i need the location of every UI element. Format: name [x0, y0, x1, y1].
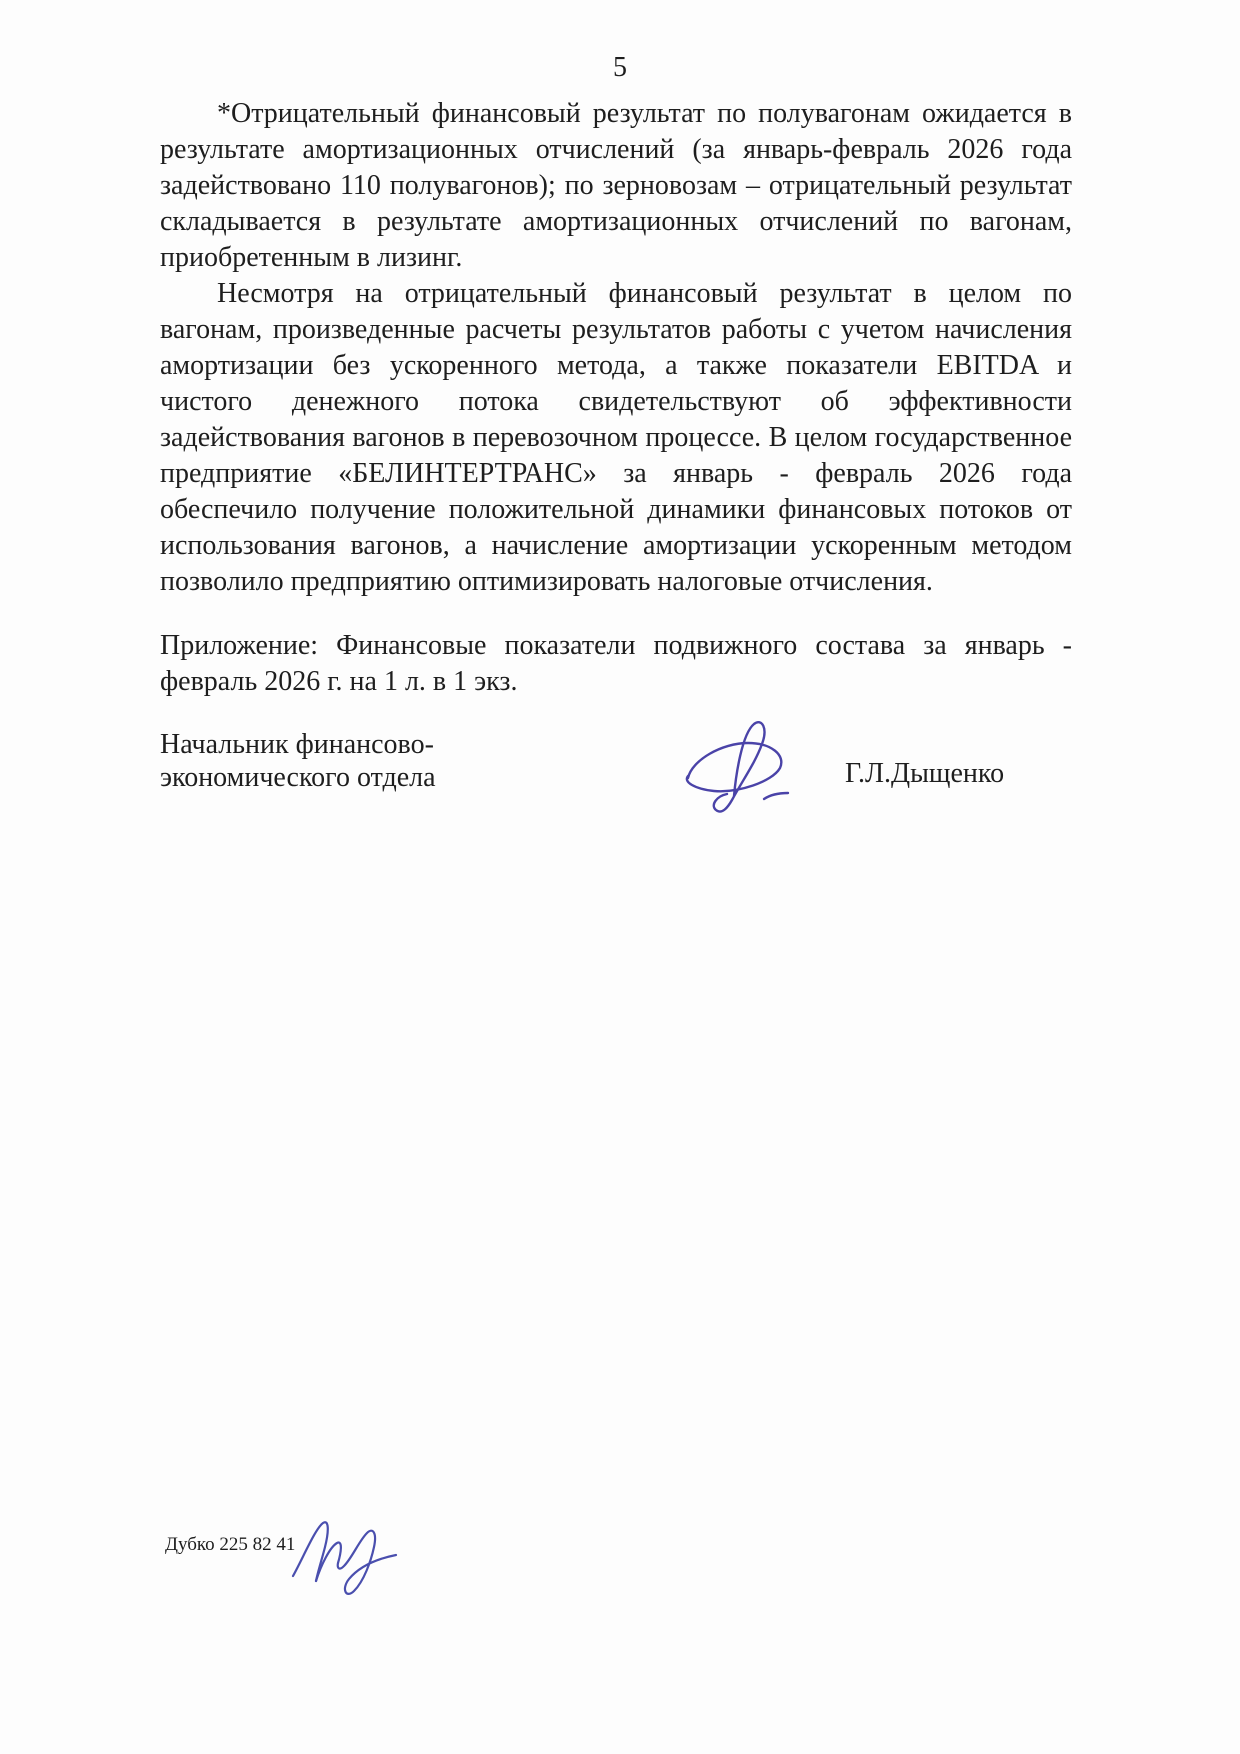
- executor-contact: Дубко 225 82 41: [165, 1534, 296, 1555]
- signer-name: Г.Л.Дыщенко: [845, 758, 1005, 789]
- signature-icon: [676, 716, 804, 822]
- paragraph-summary: Несмотря на отрицательный финансовый результат в целом по вагонам, произведенные расчеты результатов работы с учетом начисления амортизации без ускоренного метода, а также показатели EBITDA и чистого денежного потока свидетельствуют об эффективности задействования вагонов в перевозочном процессе. В целом государственное предприятие «БЕЛИНТЕРТРАНС» за январь - февраль 2026 года обеспечило получение положительной динамики финансовых потоков от использования вагонов, а начисление амортизации ускоренным методом позволило предприятию оптимизировать налоговые отчисления.: [160, 278, 1072, 597]
- signer-position: [160, 728, 436, 794]
- document-body: [160, 96, 1072, 700]
- executor-signature-icon: [286, 1506, 404, 1604]
- attachment-note: Приложение: Финансовые показатели подвижного состава за январь - февраль 2026 г. на 1 л. в 1 экз.: [160, 630, 1072, 697]
- page-number: 5: [613, 52, 627, 83]
- signer-position-line1: Начальник финансово-: [160, 729, 434, 760]
- signer-position-line2: экономического отдела: [160, 762, 436, 793]
- paragraph-footnote: *Отрицательный финансовый результат по полувагонам ожидается в результате амортизационных отчислений (за январь-февраль 2026 года задействовано 110 полувагонов); по зерновозам – отрицательный результат складывается в результате амортизационных отчислений по вагонам, приобретенным в лизинг.: [160, 98, 1072, 273]
